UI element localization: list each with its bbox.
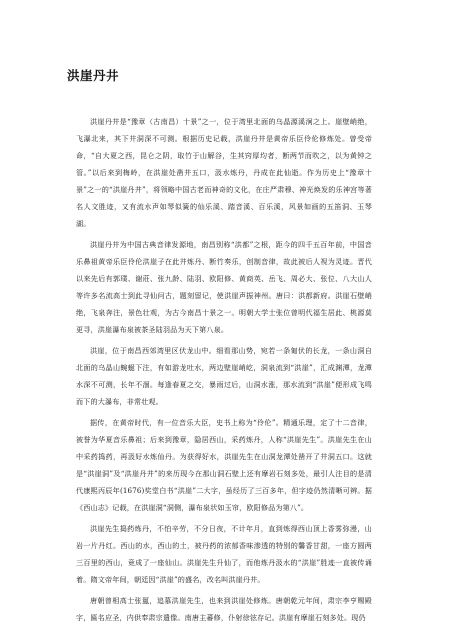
- paragraph: 洪崖丹井为中国古典音律发源地，南昌别称“洪都”之根，距今的四千五百年前，中国音乐鼻祖黄帝乐臣伶伦洪崖子在此井炼丹、断竹奏乐，创制音律，故此被后人视为灵迹。晋代以来先后有郭璞、谢莊、张九龄、陆羽、欧阳修、黄商英、岳飞、周必大、张位、八大山人等许多名流高士到此寻仙问古，题刻留记，使洪崖声振神州。唐曰：洪都新府。洪崖石壁峭绝，飞泉奔注，景色壮观，为古今南昌十景之一。明朝大学士张位曾明代福生居此、桃源莫更寻，洪崖瀑布泉被茶圣陆羽品为天下第八泉。: [76, 240, 372, 334]
- paragraph: 洪崖丹井是“豫章（古南昌）十景”之一，位于湾里北面的乌晶源溪涧之上。崖壁峭绝，飞瀑北来，其下井洞深不可测。根据历史记载，洪崖丹井是黄帝乐臣伶伦修炼处。曾受帝命，“自大夏之西，昆仑之阴，取竹于山解谷，生其窍厚均者，断两节而吹之，以为黄钟之管。”以后来到梅岭，在洪崖处凿井五口，汲水炼丹，丹成在此仙逝。作为历史上“豫章十景”之一的“洪崖丹井”，将领略中国古老而神奇的文化，在庄严肃穆、神光焕发的乐神宫等著名人文胜迹，又有流水声如琴似簧的仙乐溪、踏音溪、百乐溪，风景如画的五笛洞、玉琴湖。: [76, 117, 372, 228]
- paragraph: 洪崖先生捣药炼丹，不怕辛劳，不分日夜，不计年月，直到炼得西山顶上香雾弥漫，山岩一片丹红。西山的水，西山的土，被丹药的浓郁香味渗透的特别的馨香甘甜，一座方圆两三百里的西山，竟成了一座仙山。洪崖先生升仙了，而他炼丹汲水的“洪崖”胜迹一直被传诵着。隋文帝年间，朝廷因“洪崖”的盛名，改名叫洪崖丹井。: [76, 524, 372, 584]
- paragraph: 唐朝曾相高士张氲，追慕洪崖先生，也来到洪崖处修炼。唐朝乾元年间，肃宗李亨赐殿字，匾名应圣，内供奉肃宗遣像。南唐主蕃修，仆射徐铉存记。洪崖有摩崖石刻多处。现仍: [76, 596, 372, 622]
- paragraph: 据传，在黄帝时代，有一位音乐大臣，史书上称为“伶伦”。精通乐理，定了十二音律，被誉为华夏音乐鼻祖；后来到豫章，隐居西山，采药炼丹，人称“洪崖先生”。洪崖先生在山中采药捣药，再汲好水炼仙丹。为获得好水，洪崖先生在山洞龙潭处凿开了井洞五口。这就是“洪崖洞”及“洪崖丹井”的来历现今在那山洞石壁上还有摩岩石刻多处，最引人注目的是清代康熙丙辰年(1676)奖堂白书“洪崖”二大字，虽经历了三百多年，但字迹仍然清晰可辨。据《西山志》记载，在洪崖洞“洞侧，瀑布泉状如玉帘，欧阳修品为第八”。: [76, 418, 372, 512]
- document-body: [76, 113, 372, 630]
- document-title: 洪崖丹井: [67, 68, 120, 83]
- paragraph: 洪崖，位于南昌西郊湾里区伏龙山中。细看那山势，宛若一条匍伏的长龙，一条山洞自北面的乌晶山蜿蜒下注，有如游龙吐水，两边壁崖峭屹，洞泉流到“洪崖”，汇成渊潭，龙潭水深不可测，长年不涸。每逢春夏之交，暴雨过后，山洞水涨，那水流到“洪崖”便形成飞鸣而下的大瀑布，非常壮观。: [76, 346, 372, 406]
